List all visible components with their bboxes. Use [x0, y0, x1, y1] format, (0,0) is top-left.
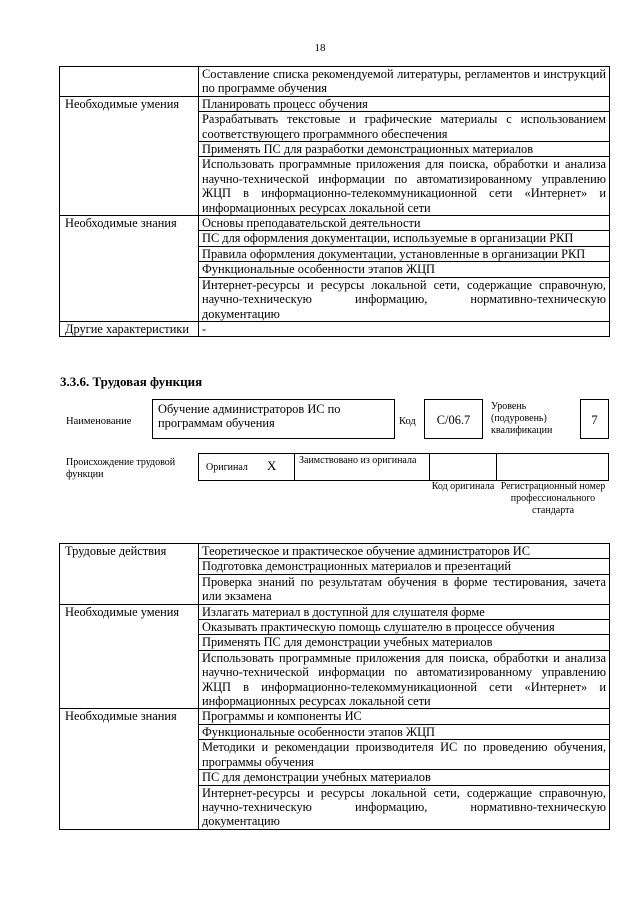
row-item: ПС для оформления документации, используемые в организации РКП [199, 231, 610, 246]
row-label: Необходимые знания [60, 709, 199, 829]
row-label: Трудовые действия [60, 544, 199, 605]
row-item: Правила оформления документации, установленные в организации РКП [199, 246, 610, 261]
skills-knowledge-table-bottom [59, 543, 610, 830]
row-item: Методики и рекомендации производителя ИС по проведению обучения, программы обучения [199, 740, 610, 770]
row-item: - [199, 321, 610, 336]
row-item: Составление списка рекомендуемой литературы, регламентов и инструкций по программе обучения [199, 67, 610, 97]
row-item: Функциональные особенности этапов ЖЦП [199, 262, 610, 277]
level-label: Уровень (подуровень) квалификации [491, 401, 553, 436]
row-item: Подготовка демонстрационных материалов и презентаций [199, 559, 610, 574]
table-row [60, 604, 610, 619]
original-mark: X [267, 458, 277, 473]
function-name-box [152, 399, 395, 439]
row-item: Интернет-ресурсы и ресурсы локальной сети, содержащие справочную, научно-техническую информацию, нормативно-техническую документацию [199, 785, 610, 829]
divider [294, 453, 295, 481]
skills-knowledge-table-top [59, 66, 610, 337]
row-item: Оказывать практическую помощь слушателю в процессе обучения [199, 620, 610, 635]
row-item: Интернет-ресурсы и ресурсы локальной сети, содержащие справочную, научно-техническую информацию, нормативно-техническую документацию [199, 277, 610, 321]
borrowed-label: Заимствовано из оригинала [299, 455, 417, 466]
function-name: Обучение администраторов ИС по программам обучения [158, 402, 341, 431]
function-code: С/06.7 [436, 413, 471, 427]
code-label: Код [399, 416, 416, 427]
row-item: Излагать материал в доступной для слушателя форме [199, 604, 610, 619]
function-code-box [424, 399, 483, 439]
row-item: Основы преподавательской деятельности [199, 216, 610, 231]
table-row [60, 544, 610, 559]
row-label [60, 67, 199, 97]
level-box [580, 399, 609, 439]
reg-caption: Регистрационный номер профессионального стандарта [500, 481, 606, 516]
table-row [60, 709, 610, 724]
row-item: Проверка знаний по результатам обучения в форме тестирования, зачета или экзамена [199, 574, 610, 604]
level-value: 7 [591, 413, 598, 427]
original-label: Оригинал [206, 462, 248, 473]
row-item: Планировать процесс обучения [199, 96, 610, 111]
row-label: Необходимые знания [60, 216, 199, 322]
row-item: Использовать программные приложения для поиска, обработки и анализа научно-технической информации по автоматизированному управлению ЖЦП в информационно-телекоммуникационной сети «Интернет» и информационных ресурсах локальной сети [199, 650, 610, 709]
row-item: Применять ПС для разработки демонстрационных материалов [199, 142, 610, 157]
row-label: Необходимые умения [60, 96, 199, 215]
divider [496, 453, 497, 481]
row-label: Необходимые умения [60, 604, 199, 709]
row-item: Функциональные особенности этапов ЖЦП [199, 724, 610, 739]
row-label: Другие характеристики [60, 321, 199, 336]
divider [429, 453, 430, 481]
code-caption: Код оригинала [431, 481, 495, 492]
section-title: 3.3.6. Трудовая функция [60, 374, 203, 389]
row-item: Применять ПС для демонстрации учебных материалов [199, 635, 610, 650]
row-item: Теоретическое и практическое обучение администраторов ИС [199, 544, 610, 559]
table-row [60, 321, 610, 336]
page-number: 18 [314, 42, 326, 54]
table-row [60, 67, 610, 97]
table-row [60, 96, 610, 111]
row-item: Разрабатывать текстовые и графические материалы с использованием соответствующего программного обеспечения [199, 112, 610, 142]
origin-label: Происхождение трудовой функции [66, 457, 176, 480]
name-label: Наименование [66, 416, 132, 427]
row-item: Использовать программные приложения для поиска, обработки и анализа научно-технической информации по автоматизированному управлению ЖЦП в информационно-телекоммуникационной сети «Интернет» и информационных ресурсах локальной сети [199, 157, 610, 216]
row-item: ПС для демонстрации учебных материалов [199, 770, 610, 785]
table-row [60, 216, 610, 231]
row-item: Программы и компоненты ИС [199, 709, 610, 724]
